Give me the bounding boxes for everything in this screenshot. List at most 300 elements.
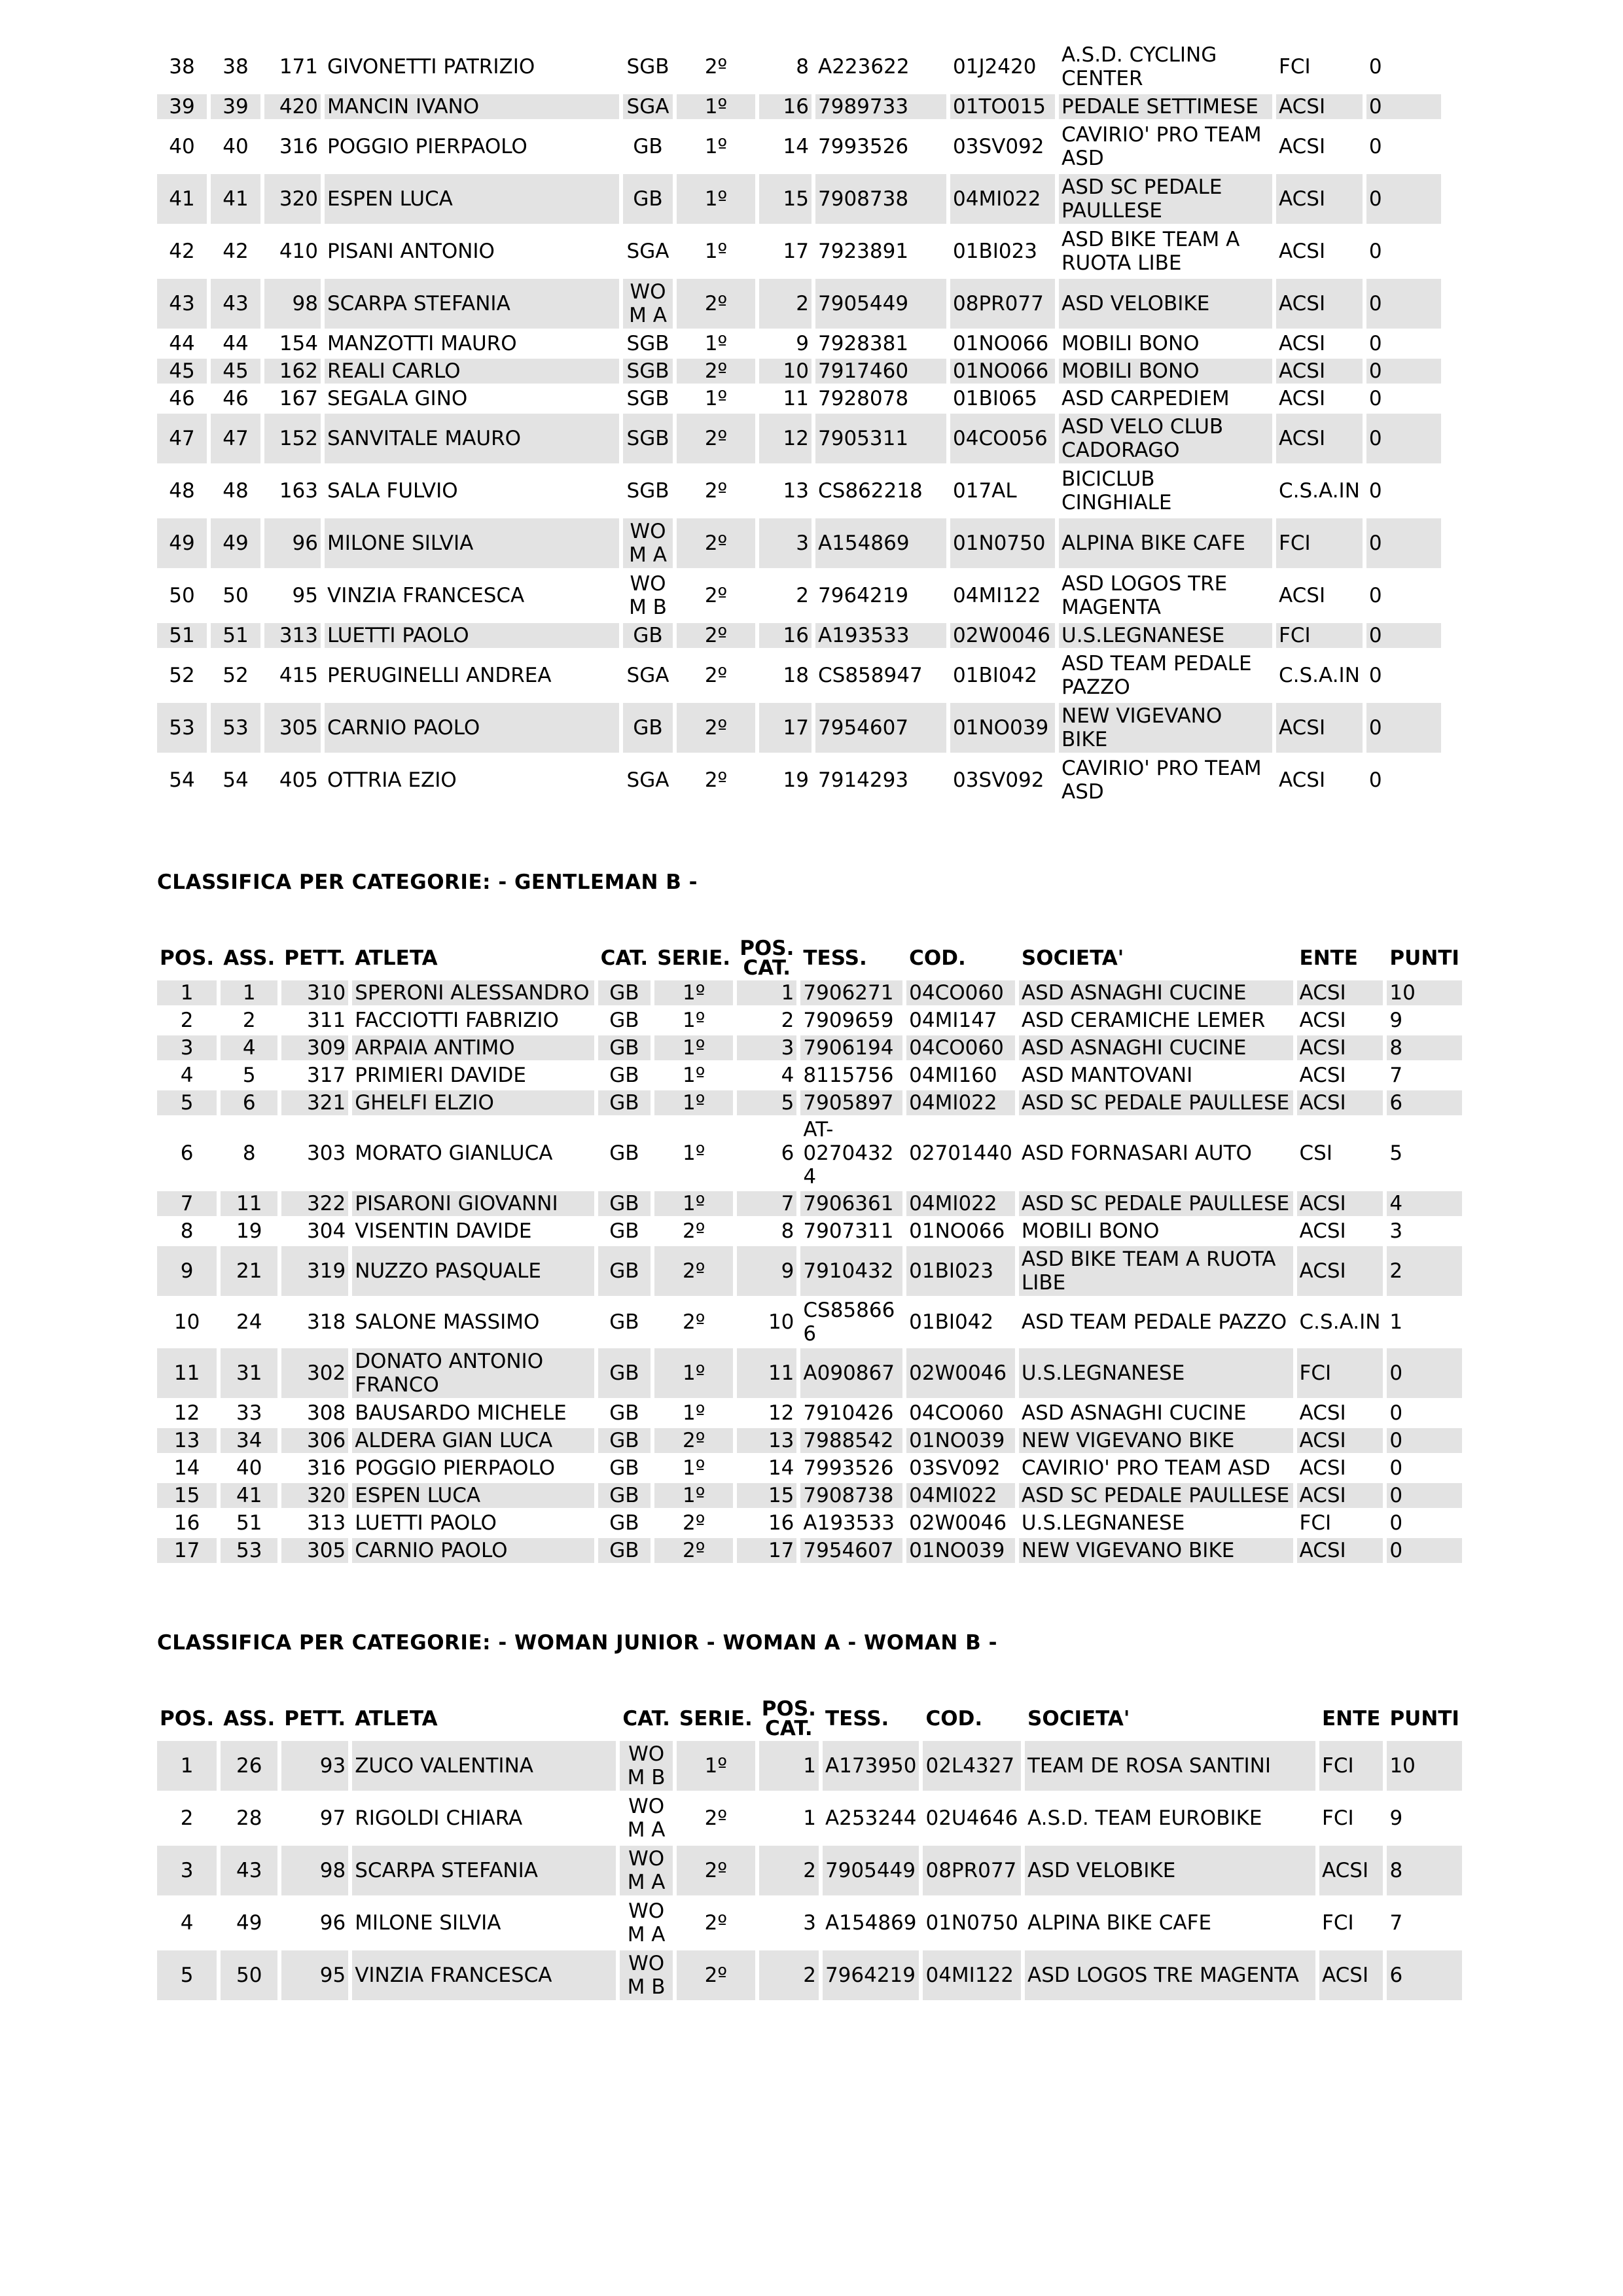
cell-ente: ACSI xyxy=(1319,1846,1383,1895)
cell-ass: 33 xyxy=(236,1401,262,1425)
cell-tess: A193533 xyxy=(815,623,946,648)
cell-cod: 017AL xyxy=(953,479,1017,503)
cell-pos: 7 xyxy=(157,1191,217,1216)
cell-pos: 1 xyxy=(157,1741,217,1791)
cell-punti: 3 xyxy=(1389,1219,1403,1243)
cell-cod: 01BI023 xyxy=(953,240,1038,263)
cell-cat: SGB xyxy=(626,479,669,503)
table-row xyxy=(157,1118,1462,1189)
cell-tess: 7964219 xyxy=(823,1950,919,2000)
cell-atleta: PRIMIERI DAVIDE xyxy=(355,1064,526,1087)
cell-pos: 13 xyxy=(157,1428,217,1453)
cell-atleta: MILONE SILVIA xyxy=(325,518,619,568)
cell-ente: ACSI xyxy=(1297,1090,1383,1115)
cell-serie: 1º xyxy=(704,387,728,410)
cell-punti: 0 xyxy=(1368,55,1382,79)
cell-cod: 08PR077 xyxy=(923,1846,1021,1895)
cell-ass: 28 xyxy=(236,1806,262,1830)
cell-cat: GB xyxy=(598,1191,651,1216)
cell-serie: 1º xyxy=(683,1009,705,1032)
cell-pett: 96 xyxy=(319,1911,346,1935)
cell-pos-cat: 14 xyxy=(783,135,809,158)
cell-atleta: ALDERA GIAN LUCA xyxy=(352,1428,594,1453)
cell-ass: 51 xyxy=(236,1511,262,1535)
results-page xyxy=(157,39,1466,2003)
table-row xyxy=(157,1538,1462,1563)
cell-pett: 305 xyxy=(264,703,321,753)
cell-tess: 7910426 xyxy=(803,1401,894,1425)
cell-cod: 02701440 xyxy=(909,1141,1012,1165)
cell-ente: ACSI xyxy=(1297,1035,1383,1060)
cell-pett: 420 xyxy=(264,94,321,119)
cell-ente: ACSI xyxy=(1297,980,1383,1005)
cell-ass: 50 xyxy=(223,584,249,607)
cell-cod: 04MI022 xyxy=(906,1483,1015,1508)
table-row xyxy=(157,1191,1462,1216)
cell-atleta: LUETTI PAOLO xyxy=(355,1511,497,1535)
cell-pett: 309 xyxy=(281,1035,348,1060)
cell-pos: 40 xyxy=(169,135,195,158)
cell-ass: 2 xyxy=(242,1009,256,1032)
cell-cat: GB xyxy=(598,1246,651,1296)
cell-ass: 51 xyxy=(211,623,260,648)
cell-serie: 1º xyxy=(683,1141,705,1165)
cell-punti: 0 xyxy=(1368,387,1382,410)
cell-pett: 302 xyxy=(281,1348,348,1398)
table-row xyxy=(157,1348,1462,1398)
cell-tess: 7954607 xyxy=(800,1538,902,1563)
cell-serie: 2º xyxy=(677,1950,755,2000)
cell-pett: 95 xyxy=(281,1950,348,2000)
cell-cod: 01NO066 xyxy=(950,359,1055,384)
cell-pos: 11 xyxy=(157,1348,217,1398)
cell-pos-cat: 1 xyxy=(803,1806,816,1830)
cell-pos-cat: 3 xyxy=(737,1035,796,1060)
table-row xyxy=(157,414,1441,463)
cell-punti: 0 xyxy=(1366,518,1441,568)
cell-cat: GB xyxy=(609,1310,639,1334)
header-ass: ASS. xyxy=(223,946,276,970)
cell-societa: MOBILI BONO xyxy=(1021,1219,1160,1243)
cell-pett: 163 xyxy=(279,479,318,503)
cell-punti: 5 xyxy=(1389,1141,1403,1165)
cell-tess: 7907311 xyxy=(803,1219,894,1243)
cell-pos-cat: 15 xyxy=(737,1483,796,1508)
cell-cod: 08PR077 xyxy=(950,279,1055,329)
cell-serie: 2º xyxy=(677,518,755,568)
cell-cat: WOM A xyxy=(627,1795,666,1842)
cell-punti: 7 xyxy=(1389,1064,1403,1087)
cell-serie: 1º xyxy=(683,1456,705,1480)
cell-societa: ASD BIKE TEAM A RUOTA LIBE xyxy=(1061,228,1240,275)
table-row xyxy=(157,331,1441,356)
cell-pos: 50 xyxy=(169,584,195,607)
cell-cod: 01NO039 xyxy=(906,1538,1015,1563)
cell-pos-cat: 2 xyxy=(759,1950,819,2000)
cell-atleta: MANZOTTI MAURO xyxy=(327,332,517,355)
cell-serie: 1º xyxy=(704,135,728,158)
cell-serie: 1º xyxy=(683,1064,705,1087)
cell-pos: 51 xyxy=(157,623,207,648)
cell-societa: ASD TEAM PEDALE PAZZO xyxy=(1061,652,1252,699)
header-societa: SOCIETA' xyxy=(1027,1707,1130,1731)
cell-cod: 04MI122 xyxy=(923,1950,1021,2000)
cell-punti: 0 xyxy=(1366,279,1441,329)
cell-cod: 04MI147 xyxy=(909,1009,997,1032)
cell-tess: CS862218 xyxy=(818,479,923,503)
cell-atleta: SANVITALE MAURO xyxy=(325,414,619,463)
cell-punti: 0 xyxy=(1368,664,1382,687)
cell-pos-cat: 11 xyxy=(783,387,809,410)
cell-tess: 7993526 xyxy=(803,1456,894,1480)
cell-tess: 7905449 xyxy=(823,1846,919,1895)
cell-pos-cat: 3 xyxy=(803,1911,816,1935)
cell-cod: 04MI022 xyxy=(906,1191,1015,1216)
cell-pett: 311 xyxy=(307,1009,346,1032)
cell-pett: 154 xyxy=(279,332,318,355)
cell-cat: GB xyxy=(609,1219,639,1243)
table-row xyxy=(157,1793,1462,1843)
cell-societa: ASD ASNAGHI CUCINE xyxy=(1019,1035,1293,1060)
table-row xyxy=(157,623,1441,648)
cell-societa: ASD LOGOS TRE MAGENTA xyxy=(1061,572,1228,619)
cell-ente: ACSI xyxy=(1297,1246,1383,1296)
cell-atleta: FACCIOTTI FABRIZIO xyxy=(355,1009,559,1032)
cell-societa: ASD SC PEDALE PAULLESE xyxy=(1059,174,1272,224)
table-row xyxy=(157,1063,1462,1088)
cell-tess: 7905311 xyxy=(815,414,946,463)
cell-cat: WOM A xyxy=(627,1899,666,1946)
cell-pos-cat: 16 xyxy=(759,94,812,119)
cell-atleta: VISENTIN DAVIDE xyxy=(355,1219,532,1243)
cell-ass: 49 xyxy=(211,518,260,568)
cell-serie: 1º xyxy=(677,174,755,224)
cell-ente: ACSI xyxy=(1279,240,1326,263)
cell-pos: 45 xyxy=(157,359,207,384)
cell-pos-cat: 7 xyxy=(737,1191,796,1216)
cell-cat: GB xyxy=(633,135,663,158)
cell-pos: 4 xyxy=(180,1064,194,1087)
cell-cod: 02W0046 xyxy=(909,1511,1007,1535)
table-row xyxy=(157,703,1441,753)
cell-atleta: SEGALA GINO xyxy=(327,387,468,410)
cell-pos-cat: 10 xyxy=(759,359,812,384)
cell-cat: GB xyxy=(623,703,673,753)
cell-cod: 01BI042 xyxy=(909,1310,994,1334)
cell-pett: 97 xyxy=(319,1806,346,1830)
cell-ente: FCI xyxy=(1276,623,1363,648)
cell-tess: 7908738 xyxy=(815,174,946,224)
cell-ass: 50 xyxy=(221,1950,277,2000)
cell-societa: ASD BIKE TEAM A RUOTA LIBE xyxy=(1019,1246,1293,1296)
cell-pett: 318 xyxy=(307,1310,346,1334)
cell-pett: 98 xyxy=(264,279,321,329)
cell-societa: ASD VELOBIKE xyxy=(1059,279,1272,329)
cell-tess: A173950 xyxy=(823,1741,919,1791)
cell-ass: 31 xyxy=(221,1348,277,1398)
cell-ente: ACSI xyxy=(1279,332,1326,355)
cell-ente: ACSI xyxy=(1299,1401,1346,1425)
cell-ente: CSI xyxy=(1299,1141,1332,1165)
cell-cod: 04MI122 xyxy=(953,584,1041,607)
cell-ente: ACSI xyxy=(1279,387,1326,410)
cell-pett: 303 xyxy=(307,1141,346,1165)
cell-pos-cat: 2 xyxy=(796,584,809,607)
cell-pos-cat: 2 xyxy=(759,279,812,329)
cell-pett: 317 xyxy=(307,1064,346,1087)
cell-atleta: OTTRIA EZIO xyxy=(327,768,457,792)
table-row xyxy=(157,1846,1462,1895)
table-row xyxy=(157,518,1441,568)
cell-ente: ACSI xyxy=(1279,584,1326,607)
cell-pos-cat: 19 xyxy=(783,768,809,792)
cell-tess: 7988542 xyxy=(800,1428,902,1453)
table-row xyxy=(157,1950,1462,2000)
cell-societa: A.S.D. CYCLING CENTER xyxy=(1061,43,1217,90)
cell-ente: ACSI xyxy=(1279,135,1326,158)
cell-cod: 03SV092 xyxy=(909,1456,1001,1480)
cell-atleta: CARNIO PAOLO xyxy=(325,703,619,753)
cell-cod: 01NO039 xyxy=(906,1428,1015,1453)
cell-pett: 316 xyxy=(307,1456,346,1480)
cell-pos: 47 xyxy=(157,414,207,463)
cell-ass: 39 xyxy=(211,94,260,119)
cell-serie: 2º xyxy=(704,479,728,503)
cell-cod: 01TO015 xyxy=(950,94,1055,119)
cell-punti: 0 xyxy=(1387,1348,1462,1398)
cell-pos: 54 xyxy=(169,768,195,792)
cell-ente: ACSI xyxy=(1297,1483,1383,1508)
cell-atleta: SALA FULVIO xyxy=(327,479,458,503)
cell-tess: 7906194 xyxy=(800,1035,902,1060)
cell-ass: 44 xyxy=(223,332,249,355)
cell-ente: FCI xyxy=(1276,518,1363,568)
cell-societa: PEDALE SETTIMESE xyxy=(1059,94,1272,119)
header-serie: SERIE. xyxy=(657,946,731,970)
cell-pett: 167 xyxy=(279,387,318,410)
cell-cod: 01N0750 xyxy=(925,1911,1019,1935)
cell-cat: SGB xyxy=(626,332,669,355)
cell-serie: 2º xyxy=(704,55,728,79)
cell-punti: 7 xyxy=(1389,1911,1403,1935)
cell-ente: ACSI xyxy=(1276,174,1363,224)
cell-pos-cat: 17 xyxy=(783,240,809,263)
cell-cat: WOM B xyxy=(620,1741,673,1791)
gentleman-b-table xyxy=(153,936,1466,1566)
cell-ass: 42 xyxy=(223,240,249,263)
cell-serie: 2º xyxy=(654,1538,733,1563)
cell-tess: 7964219 xyxy=(818,584,909,607)
cell-pett: 93 xyxy=(281,1741,348,1791)
table-row xyxy=(157,651,1441,700)
cell-tess: CS858947 xyxy=(818,664,923,687)
table-row xyxy=(157,42,1441,92)
cell-cat: GB xyxy=(598,1538,651,1563)
cell-punti: 9 xyxy=(1389,1806,1403,1830)
cell-pett: 306 xyxy=(281,1428,348,1453)
cell-ass: 53 xyxy=(221,1538,277,1563)
cell-societa: U.S.LEGNANESE xyxy=(1021,1511,1185,1535)
table-row xyxy=(157,755,1441,805)
cell-pos-cat: 12 xyxy=(759,414,812,463)
cell-societa: ASD SC PEDALE PAULLESE xyxy=(1019,1090,1293,1115)
cell-serie: 1º xyxy=(654,1348,733,1398)
cell-atleta: NUZZO PASQUALE xyxy=(352,1246,594,1296)
cell-atleta: POGGIO PIERPAOLO xyxy=(327,135,527,158)
cell-cat: SGA xyxy=(626,768,669,792)
cell-ente: ACSI xyxy=(1299,1064,1346,1087)
cell-pett: 96 xyxy=(264,518,321,568)
cell-cat: GB xyxy=(609,1009,639,1032)
cell-pett: 415 xyxy=(279,664,318,687)
header-cod: COD. xyxy=(925,1707,983,1731)
cell-atleta: GIVONETTI PATRIZIO xyxy=(327,55,535,79)
cell-pos-cat: 2 xyxy=(759,1846,819,1895)
cell-pos: 48 xyxy=(169,479,195,503)
cell-pos-cat: 3 xyxy=(759,518,812,568)
header-ass: ASS. xyxy=(223,1707,276,1731)
cell-tess: 7923891 xyxy=(818,240,909,263)
table-row xyxy=(157,122,1441,171)
table-row xyxy=(157,1401,1462,1426)
cell-tess: AT-02704324 xyxy=(803,1118,894,1189)
cell-ente: FCI xyxy=(1299,1511,1332,1535)
cell-pos: 6 xyxy=(180,1141,194,1165)
cell-serie: 1º xyxy=(704,332,728,355)
cell-punti: 0 xyxy=(1366,359,1441,384)
cell-ente: ACSI xyxy=(1276,359,1363,384)
cell-societa: U.S.LEGNANESE xyxy=(1059,623,1272,648)
cell-ente: C.S.A.IN xyxy=(1299,1310,1381,1334)
section-title-gentleman-b: CLASSIFICA PER CATEGORIE: - GENTLEMAN B - xyxy=(157,870,698,894)
cell-serie: 2º xyxy=(683,1310,705,1334)
cell-cat: WOM B xyxy=(629,572,667,619)
cell-cod: 01NO066 xyxy=(909,1219,1005,1243)
cell-societa: ASD SC PEDALE PAULLESE xyxy=(1019,1483,1293,1508)
cell-societa: ASD CARPEDIEM xyxy=(1061,387,1230,410)
cell-tess: A154869 xyxy=(825,1911,917,1935)
cell-pos-cat: 17 xyxy=(759,703,812,753)
cell-pos-cat: 6 xyxy=(781,1141,794,1165)
cell-tess: 7906361 xyxy=(800,1191,902,1216)
cell-pos-cat: 4 xyxy=(781,1064,794,1087)
cell-punti: 0 xyxy=(1389,1511,1403,1535)
cell-cod: 02L4327 xyxy=(923,1741,1021,1791)
cell-tess: 7908738 xyxy=(800,1483,902,1508)
cell-ente: FCI xyxy=(1297,1348,1383,1398)
cell-serie: 1º xyxy=(654,1090,733,1115)
cell-atleta: LUETTI PAOLO xyxy=(325,623,619,648)
cell-ass: 41 xyxy=(211,174,260,224)
cell-punti: 0 xyxy=(1366,414,1441,463)
cell-tess: CS858666 xyxy=(803,1299,895,1346)
cell-serie: 2º xyxy=(677,414,755,463)
cell-pett: 162 xyxy=(264,359,321,384)
cell-cat: SGB xyxy=(623,359,673,384)
header-pett: PETT. xyxy=(284,946,346,970)
header-pos: POS. xyxy=(160,946,215,970)
cell-atleta: REALI CARLO xyxy=(325,359,619,384)
section-title-woman: CLASSIFICA PER CATEGORIE: - WOMAN JUNIOR - WOMAN A - WOMAN B - xyxy=(157,1631,997,1655)
cell-cod: 01BI023 xyxy=(906,1246,1015,1296)
header-tess: TESS. xyxy=(825,1707,889,1731)
cell-pett: 313 xyxy=(264,623,321,648)
cell-pett: 316 xyxy=(279,135,318,158)
header-ente: ENTE xyxy=(1322,1707,1381,1731)
cell-ass: 6 xyxy=(221,1090,277,1115)
cell-pos: 15 xyxy=(157,1483,217,1508)
cell-ass: 41 xyxy=(221,1483,277,1508)
header-serie: SERIE. xyxy=(679,1707,753,1731)
cell-pos-cat: 18 xyxy=(783,664,809,687)
cell-punti: 10 xyxy=(1387,980,1462,1005)
cell-pos: 3 xyxy=(157,1035,217,1060)
cell-ente: ACSI xyxy=(1297,1191,1383,1216)
cell-ente: ACSI xyxy=(1276,94,1363,119)
cell-pos-cat: 8 xyxy=(796,55,809,79)
cell-pos: 14 xyxy=(173,1456,200,1480)
cell-atleta: SALONE MASSIMO xyxy=(355,1310,540,1334)
cell-pos: 53 xyxy=(157,703,207,753)
cell-ass: 45 xyxy=(211,359,260,384)
cell-punti: 0 xyxy=(1368,332,1382,355)
cell-cat: GB xyxy=(623,174,673,224)
cell-tess: A090867 xyxy=(800,1348,902,1398)
cell-ente: FCI xyxy=(1319,1741,1383,1791)
cell-punti: 0 xyxy=(1389,1401,1403,1425)
cell-tess: 7928078 xyxy=(818,387,909,410)
cell-tess: 7914293 xyxy=(818,768,909,792)
table-row xyxy=(157,94,1441,119)
cell-tess: 7954607 xyxy=(815,703,946,753)
cell-ente: ACSI xyxy=(1299,1009,1346,1032)
cell-societa: A.S.D. TEAM EUROBIKE xyxy=(1027,1806,1262,1830)
cell-pett: 320 xyxy=(264,174,321,224)
cell-societa: ASD TEAM PEDALE PAZZO xyxy=(1021,1310,1287,1334)
cell-pos-cat: 14 xyxy=(768,1456,794,1480)
cell-pos-cat: 10 xyxy=(768,1310,794,1334)
cell-ass: 24 xyxy=(236,1310,262,1334)
cell-cod: 03SV092 xyxy=(953,768,1044,792)
cell-ente: ACSI xyxy=(1279,768,1326,792)
header-cod: COD. xyxy=(909,946,966,970)
cell-societa: MOBILI BONO xyxy=(1061,332,1200,355)
cell-pos-cat: 12 xyxy=(768,1401,794,1425)
cell-serie: 2º xyxy=(677,703,755,753)
cell-ass: 26 xyxy=(221,1741,277,1791)
cell-atleta: ESPEN LUCA xyxy=(325,174,619,224)
cell-pos: 5 xyxy=(157,1090,217,1115)
cell-cat: GB xyxy=(598,1090,651,1115)
cell-pos-cat: 1 xyxy=(737,980,796,1005)
cell-tess: 7928381 xyxy=(818,332,909,355)
header-tess: TESS. xyxy=(803,946,867,970)
cell-punti: 1 xyxy=(1389,1310,1403,1334)
table-row xyxy=(157,1299,1462,1346)
cell-pos: 3 xyxy=(157,1846,217,1895)
cell-ass: 21 xyxy=(221,1246,277,1296)
cell-cod: 01BI042 xyxy=(953,664,1038,687)
cell-ass: 40 xyxy=(236,1456,262,1480)
cell-pos: 52 xyxy=(169,664,195,687)
header-pett: PETT. xyxy=(284,1707,346,1731)
cell-societa: CAVIRIO' PRO TEAM ASD xyxy=(1061,757,1262,804)
cell-serie: 2º xyxy=(704,664,728,687)
cell-atleta: PISARONI GIOVANNI xyxy=(352,1191,594,1216)
cell-cod: 04CO060 xyxy=(906,980,1015,1005)
cell-serie: 2º xyxy=(704,1911,727,1935)
cell-pos: 8 xyxy=(180,1219,194,1243)
